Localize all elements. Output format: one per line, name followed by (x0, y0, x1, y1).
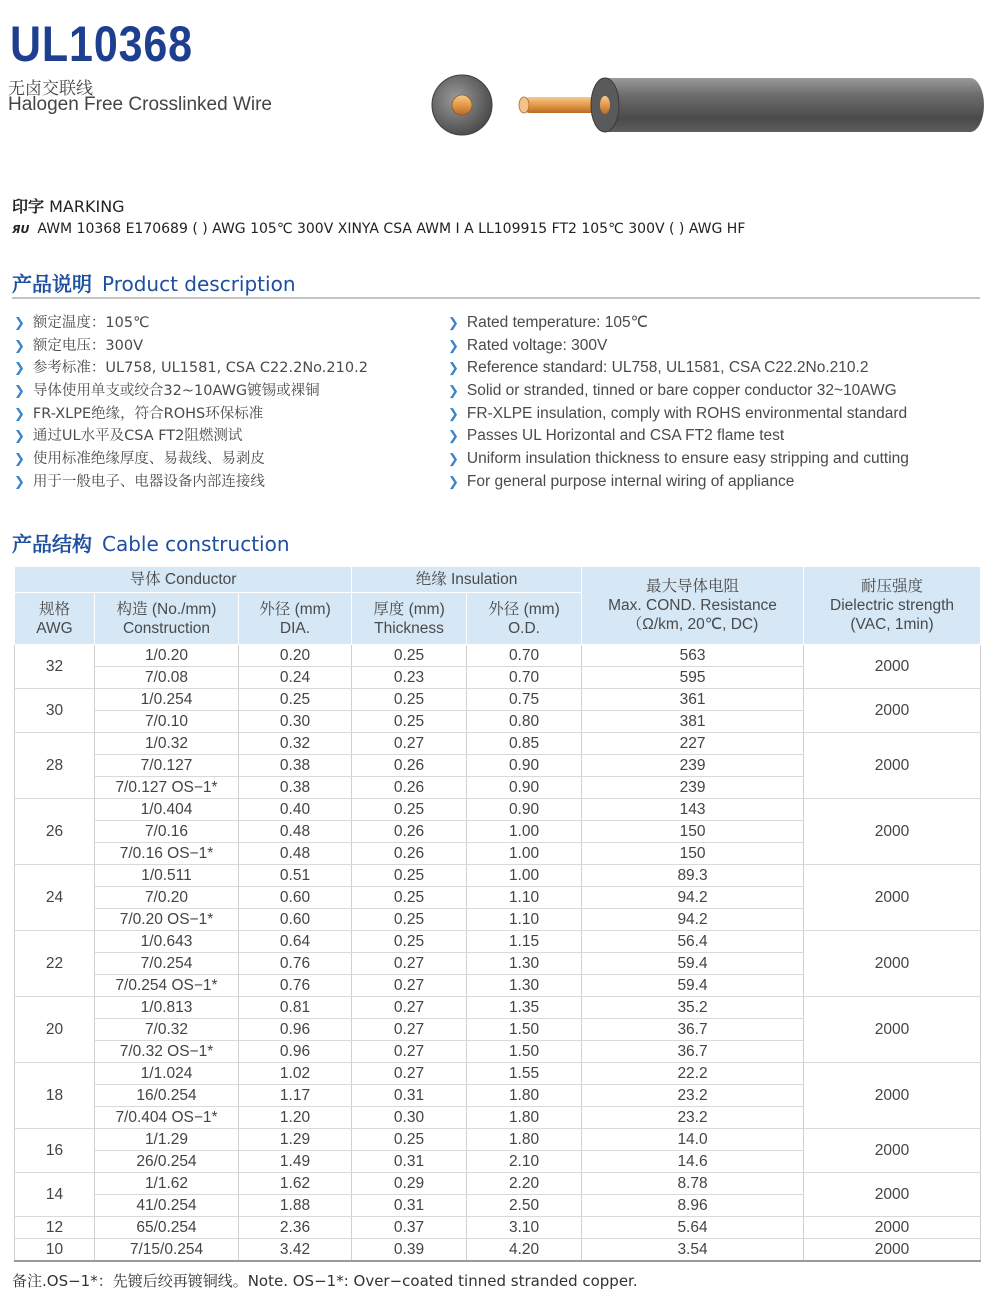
cell-thickness: 0.27 (352, 733, 467, 755)
description-text: FR-XLPE绝缘，符合ROHS环保标准 (32, 405, 264, 422)
chevron-right-icon: ❯ (14, 406, 25, 422)
cell-od: 0.90 (467, 755, 582, 777)
subtitle-english: Halogen Free Crosslinked Wire (8, 94, 272, 115)
cell-awg: 28 (15, 733, 95, 799)
cell-resistance: 150 (582, 843, 804, 865)
cell-thickness: 0.31 (352, 1151, 467, 1173)
cell-dia: 0.32 (239, 733, 352, 755)
cell-thickness: 0.25 (352, 645, 467, 667)
ul-logo-icon: ЯU (12, 223, 30, 236)
wire-side-icon (519, 78, 984, 132)
cell-thickness: 0.27 (352, 975, 467, 997)
description-text: 使用标准绝缘厚度、易裁线、易剥皮 (32, 451, 265, 468)
cell-awg: 16 (15, 1129, 95, 1173)
cell-construction: 26/0.254 (95, 1151, 239, 1173)
cell-construction: 7/0.16 (95, 821, 239, 843)
cell-construction: 7/0.404 OS−1* (95, 1107, 239, 1129)
header-conductor: 导体 Conductor (15, 567, 352, 593)
footnote: 备注.OS−1*：先镀后绞再镀铜线。Note. OS−1*: Over−coated tinned stranded copper. (12, 1272, 638, 1290)
cell-thickness: 0.25 (352, 1129, 467, 1151)
cell-resistance: 59.4 (582, 975, 804, 997)
cell-construction: 1/0.643 (95, 931, 239, 953)
cell-construction: 1/0.254 (95, 689, 239, 711)
cell-resistance: 23.2 (582, 1085, 804, 1107)
description-text: FR-XLPE insulation, comply with ROHS environmental standard (466, 404, 908, 422)
cell-construction: 1/0.404 (95, 799, 239, 821)
cell-construction: 1/1.29 (95, 1129, 239, 1151)
cell-od: 1.80 (467, 1107, 582, 1129)
cell-thickness: 0.27 (352, 1019, 467, 1041)
description-text: 参考标准：UL758, UL1581, CSA C22.2No.210.2 (32, 360, 368, 377)
description-item (448, 312, 909, 335)
cell-dia: 0.40 (239, 799, 352, 821)
cell-dielectric: 2000 (804, 1173, 981, 1217)
cell-resistance: 563 (582, 645, 804, 667)
cell-thickness: 0.26 (352, 755, 467, 777)
cell-dia: 0.81 (239, 997, 352, 1019)
cell-dia: 1.62 (239, 1173, 352, 1195)
product-title: UL10368 (10, 16, 193, 72)
description-item (448, 425, 909, 448)
cell-resistance: 8.78 (582, 1173, 804, 1195)
cell-thickness: 0.25 (352, 931, 467, 953)
cell-od: 1.50 (467, 1019, 582, 1041)
cell-thickness: 0.25 (352, 865, 467, 887)
chevron-right-icon: ❯ (448, 360, 459, 376)
cell-od: 1.15 (467, 931, 582, 953)
cell-awg: 14 (15, 1173, 95, 1217)
cell-dia: 0.64 (239, 931, 352, 953)
chevron-right-icon: ❯ (14, 452, 25, 468)
cell-dielectric: 2000 (804, 645, 981, 689)
table-row (15, 689, 981, 711)
description-item (14, 357, 368, 380)
cell-awg: 22 (15, 931, 95, 997)
cell-dia: 0.38 (239, 777, 352, 799)
marking-text: ЯU AWM 10368 E170689 ( ) AWG 105℃ 300V XINYA CSA AWM I A LL109915 FT2 105℃ 300V ( ) AWG HF (12, 221, 746, 237)
cell-resistance: 381 (582, 711, 804, 733)
cell-od: 0.90 (467, 799, 582, 821)
cell-awg: 10 (15, 1239, 95, 1262)
cell-dia: 0.51 (239, 865, 352, 887)
cell-dielectric: 2000 (804, 689, 981, 733)
cell-resistance: 3.54 (582, 1239, 804, 1262)
cell-construction: 16/0.254 (95, 1085, 239, 1107)
cell-construction: 1/1.62 (95, 1173, 239, 1195)
cell-dielectric: 2000 (804, 1063, 981, 1129)
cell-dia: 0.30 (239, 711, 352, 733)
table-row (15, 733, 981, 755)
cell-resistance: 143 (582, 799, 804, 821)
cell-construction: 1/0.813 (95, 997, 239, 1019)
cell-thickness: 0.26 (352, 777, 467, 799)
cell-thickness: 0.25 (352, 711, 467, 733)
cell-od: 0.70 (467, 667, 582, 689)
description-item (14, 471, 368, 494)
table-row (15, 1173, 981, 1195)
cell-construction: 7/0.254 (95, 953, 239, 975)
cell-construction: 41/0.254 (95, 1195, 239, 1217)
table-row (15, 1217, 981, 1239)
table-row (15, 1129, 981, 1151)
description-item (448, 403, 909, 426)
table-row (15, 799, 981, 821)
chevron-right-icon: ❯ (14, 338, 25, 354)
description-list-chinese (14, 312, 368, 494)
header-resistance: 最大导体电阻 Max. COND. Resistance （Ω/km, 20℃, DC) (582, 567, 804, 645)
cell-thickness: 0.29 (352, 1173, 467, 1195)
description-text: 额定电压：300V (32, 337, 144, 354)
cell-resistance: 23.2 (582, 1107, 804, 1129)
description-text: Uniform insulation thickness to ensure easy stripping and cutting (466, 450, 909, 468)
chevron-right-icon: ❯ (14, 429, 25, 445)
product-description-heading: 产品说明 Product description (12, 272, 296, 296)
cell-resistance: 239 (582, 755, 804, 777)
cell-thickness: 0.25 (352, 887, 467, 909)
cell-od: 2.20 (467, 1173, 582, 1195)
cell-resistance: 150 (582, 821, 804, 843)
cell-resistance: 36.7 (582, 1041, 804, 1063)
cell-construction: 7/0.254 OS−1* (95, 975, 239, 997)
chevron-right-icon: ❯ (448, 383, 459, 399)
header-thickness: 厚度 (mm) Thickness (352, 593, 467, 645)
cell-dielectric: 2000 (804, 865, 981, 931)
cell-thickness: 0.31 (352, 1195, 467, 1217)
cross-section-icon (432, 75, 492, 135)
cable-construction-heading: 产品结构 Cable construction (12, 532, 290, 556)
cell-dia: 0.48 (239, 843, 352, 865)
cell-resistance: 227 (582, 733, 804, 755)
cell-construction: 7/0.32 (95, 1019, 239, 1041)
cell-dia: 0.24 (239, 667, 352, 689)
chevron-right-icon: ❯ (448, 315, 459, 330)
cell-od: 1.00 (467, 821, 582, 843)
cell-dia: 1.02 (239, 1063, 352, 1085)
construction-table (14, 566, 981, 1262)
cell-thickness: 0.25 (352, 909, 467, 931)
cell-thickness: 0.27 (352, 1041, 467, 1063)
cell-construction: 7/0.16 OS−1* (95, 843, 239, 865)
cell-dielectric: 2000 (804, 1129, 981, 1173)
cell-thickness: 0.27 (352, 1063, 467, 1085)
cell-od: 1.30 (467, 975, 582, 997)
cell-thickness: 0.37 (352, 1217, 467, 1239)
cell-od: 0.85 (467, 733, 582, 755)
cell-od: 1.10 (467, 887, 582, 909)
description-item (448, 357, 909, 380)
cell-dielectric: 2000 (804, 1239, 981, 1262)
cell-awg: 12 (15, 1217, 95, 1239)
chevron-right-icon: ❯ (448, 405, 459, 421)
chevron-right-icon: ❯ (448, 428, 459, 444)
cell-od: 0.80 (467, 711, 582, 733)
cell-awg: 26 (15, 799, 95, 865)
cell-od: 3.10 (467, 1217, 582, 1239)
cell-resistance: 595 (582, 667, 804, 689)
table-row (15, 931, 981, 953)
cell-resistance: 94.2 (582, 887, 804, 909)
cell-od: 2.50 (467, 1195, 582, 1217)
description-item (448, 448, 909, 471)
description-item (448, 380, 909, 403)
cell-construction: 7/0.127 (95, 755, 239, 777)
cell-od: 1.50 (467, 1041, 582, 1063)
cell-od: 1.30 (467, 953, 582, 975)
table-row (15, 865, 981, 887)
chevron-right-icon: ❯ (14, 361, 25, 377)
cell-od: 4.20 (467, 1239, 582, 1262)
cell-resistance: 94.2 (582, 909, 804, 931)
cell-awg: 24 (15, 865, 95, 931)
description-text: 导体使用单支或绞合32~10AWG镀锡或裸铜 (32, 383, 320, 400)
cell-dia: 0.96 (239, 1019, 352, 1041)
cell-dia: 2.36 (239, 1217, 352, 1239)
cell-awg: 18 (15, 1063, 95, 1129)
cell-resistance: 36.7 (582, 1019, 804, 1041)
header-od: 外径 (mm) O.D. (467, 593, 582, 645)
cell-dia: 0.76 (239, 953, 352, 975)
cell-thickness: 0.23 (352, 667, 467, 689)
cell-dia: 3.42 (239, 1239, 352, 1262)
cell-od: 2.10 (467, 1151, 582, 1173)
description-item (448, 471, 909, 494)
cell-construction: 1/0.32 (95, 733, 239, 755)
chevron-right-icon: ❯ (448, 473, 459, 489)
cell-od: 0.75 (467, 689, 582, 711)
cell-dia: 0.48 (239, 821, 352, 843)
header-awg: 规格 AWG (15, 593, 95, 645)
header-insulation: 绝缘 Insulation (352, 567, 582, 593)
cell-thickness: 0.26 (352, 821, 467, 843)
cell-dia: 0.38 (239, 755, 352, 777)
description-item (14, 448, 368, 471)
description-text: Solid or stranded, tinned or bare copper conductor 32~10AWG (466, 382, 897, 400)
cell-dia: 0.76 (239, 975, 352, 997)
cell-dia: 0.60 (239, 887, 352, 909)
cell-dia: 0.25 (239, 689, 352, 711)
cell-od: 1.00 (467, 865, 582, 887)
cell-dia: 1.17 (239, 1085, 352, 1107)
divider (12, 297, 980, 299)
cell-od: 1.55 (467, 1063, 582, 1085)
description-item (14, 335, 368, 358)
cell-construction: 7/0.08 (95, 667, 239, 689)
cell-awg: 30 (15, 689, 95, 733)
description-text: 用于一般电子、电器设备内部连接线 (32, 473, 265, 490)
cell-resistance: 8.96 (582, 1195, 804, 1217)
description-text: 通过UL水平及CSA FT2阻燃测试 (32, 428, 243, 445)
cell-construction: 7/0.20 (95, 887, 239, 909)
cell-resistance: 56.4 (582, 931, 804, 953)
cell-resistance: 361 (582, 689, 804, 711)
cell-dia: 1.29 (239, 1129, 352, 1151)
cell-od: 0.90 (467, 777, 582, 799)
cell-od: 1.80 (467, 1129, 582, 1151)
cell-dielectric: 2000 (804, 1217, 981, 1239)
cell-od: 1.10 (467, 909, 582, 931)
cell-construction: 7/0.127 OS−1* (95, 777, 239, 799)
cell-resistance: 14.0 (582, 1129, 804, 1151)
cell-dielectric: 2000 (804, 931, 981, 997)
cell-dia: 0.60 (239, 909, 352, 931)
cell-thickness: 0.27 (352, 997, 467, 1019)
cell-thickness: 0.31 (352, 1085, 467, 1107)
cell-thickness: 0.27 (352, 953, 467, 975)
cell-construction: 7/15/0.254 (95, 1239, 239, 1262)
wire-illustration (430, 70, 990, 140)
chevron-right-icon: ❯ (14, 316, 25, 331)
table-row (15, 997, 981, 1019)
cell-dielectric: 2000 (804, 799, 981, 865)
chevron-right-icon: ❯ (14, 384, 25, 400)
cell-thickness: 0.25 (352, 799, 467, 821)
cell-construction: 1/0.20 (95, 645, 239, 667)
table-row (15, 645, 981, 667)
description-text: For general purpose internal wiring of appliance (466, 472, 795, 490)
cell-thickness: 0.25 (352, 689, 467, 711)
cell-awg: 20 (15, 997, 95, 1063)
header-dia: 外径 (mm) DIA. (239, 593, 352, 645)
cell-resistance: 14.6 (582, 1151, 804, 1173)
subtitle-chinese: 无卤交联线 (8, 79, 93, 99)
description-item (14, 403, 368, 426)
cell-od: 0.70 (467, 645, 582, 667)
chevron-right-icon: ❯ (14, 474, 25, 490)
header-dielectric: 耐压强度 Dielectric strength (VAC, 1min) (804, 567, 981, 645)
table-row (15, 1063, 981, 1085)
cell-construction: 1/0.511 (95, 865, 239, 887)
cell-od: 1.35 (467, 997, 582, 1019)
chevron-right-icon: ❯ (448, 337, 459, 353)
cell-dia: 0.20 (239, 645, 352, 667)
cell-construction: 7/0.20 OS−1* (95, 909, 239, 931)
description-text: 额定温度：105℃ (32, 315, 150, 331)
description-item (448, 335, 909, 358)
cell-od: 1.00 (467, 843, 582, 865)
cell-resistance: 5.64 (582, 1217, 804, 1239)
chevron-right-icon: ❯ (448, 451, 459, 467)
cell-dia: 0.96 (239, 1041, 352, 1063)
cell-resistance: 22.2 (582, 1063, 804, 1085)
cell-dielectric: 2000 (804, 997, 981, 1063)
cell-construction: 7/0.32 OS−1* (95, 1041, 239, 1063)
table-row (15, 1239, 981, 1262)
description-text: Reference standard: UL758, UL1581, CSA C22.2No.210.2 (466, 359, 869, 377)
cell-od: 1.80 (467, 1085, 582, 1107)
cell-dia: 1.49 (239, 1151, 352, 1173)
cell-thickness: 0.39 (352, 1239, 467, 1262)
description-text: Rated temperature: 105℃ (466, 314, 649, 331)
description-list-english (448, 312, 909, 494)
cell-dia: 1.20 (239, 1107, 352, 1129)
header-construction: 构造 (No./mm) Construction (95, 593, 239, 645)
cell-construction: 65/0.254 (95, 1217, 239, 1239)
cell-construction: 7/0.10 (95, 711, 239, 733)
description-item (14, 380, 368, 403)
cell-thickness: 0.30 (352, 1107, 467, 1129)
cell-dia: 1.88 (239, 1195, 352, 1217)
cell-awg: 32 (15, 645, 95, 689)
description-text: Passes UL Horizontal and CSA FT2 flame test (466, 427, 785, 445)
description-item (14, 425, 368, 448)
cell-resistance: 35.2 (582, 997, 804, 1019)
cell-thickness: 0.26 (352, 843, 467, 865)
cell-dielectric: 2000 (804, 733, 981, 799)
cell-resistance: 239 (582, 777, 804, 799)
cell-resistance: 89.3 (582, 865, 804, 887)
marking-heading: 印字 MARKING (12, 197, 125, 216)
description-text: Rated voltage: 300V (466, 336, 608, 354)
cell-resistance: 59.4 (582, 953, 804, 975)
cell-construction: 1/1.024 (95, 1063, 239, 1085)
description-item (14, 312, 368, 335)
